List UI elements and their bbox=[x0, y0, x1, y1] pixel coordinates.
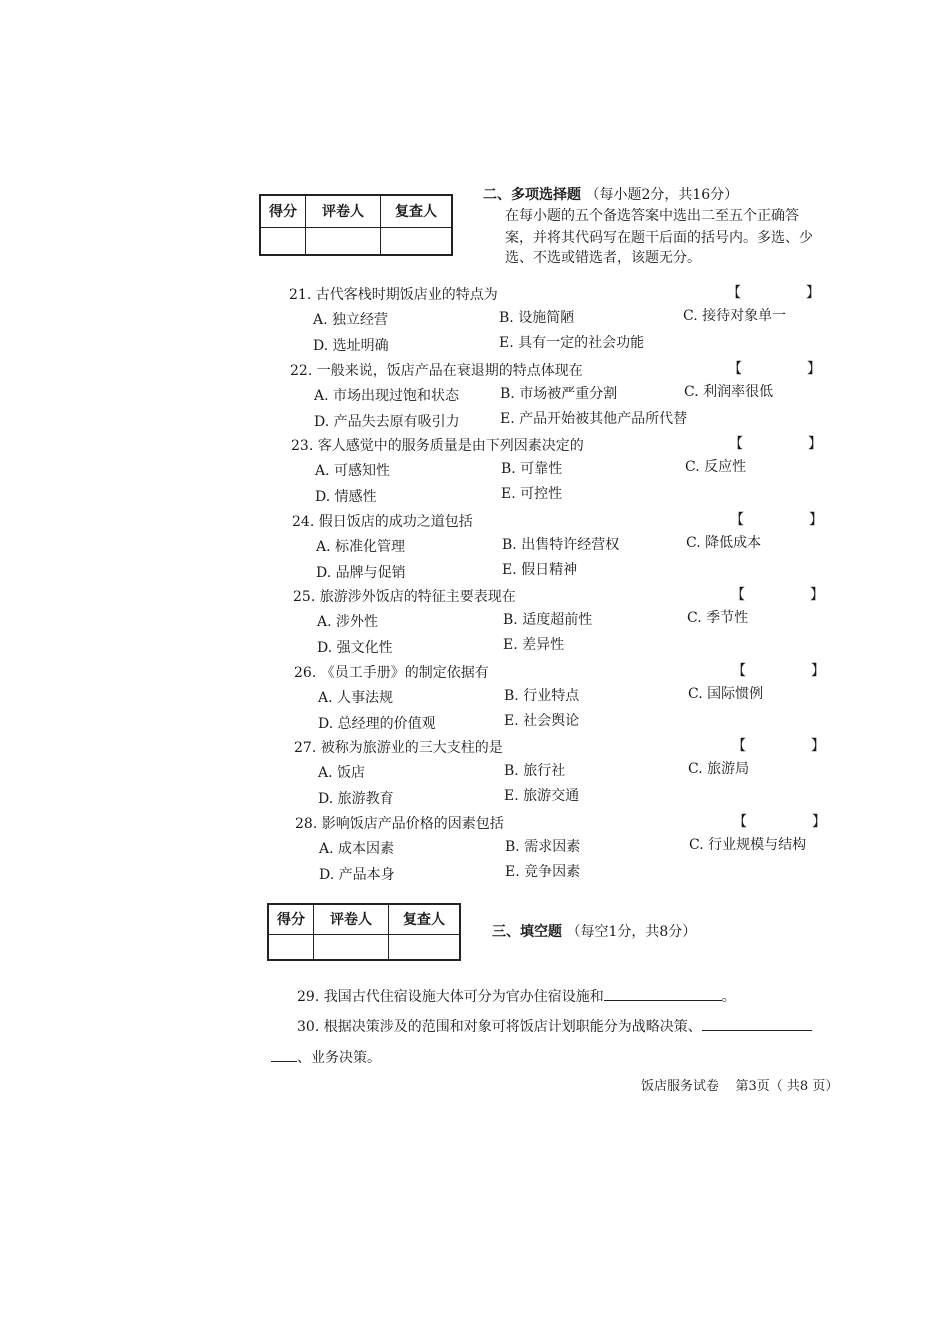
answer-bracket-close[interactable]: 】 bbox=[812, 814, 826, 830]
answer-bracket-close[interactable]: 】 bbox=[811, 663, 825, 679]
option-c: C. 降低成本 bbox=[686, 535, 762, 551]
option-e: E. 具有一定的社会功能 bbox=[499, 335, 645, 351]
grader-label: 评卷人 bbox=[306, 195, 381, 227]
option-b: B. 市场被严重分割 bbox=[500, 386, 618, 402]
page-footer: 饭店服务试卷 第3页（ 共8 页） bbox=[641, 1079, 839, 1094]
option-c: C. 旅游局 bbox=[688, 761, 750, 777]
answer-bracket-open[interactable]: 【 bbox=[732, 663, 746, 679]
answer-blank-29[interactable] bbox=[604, 986, 722, 1001]
grader-label: 评卷人 bbox=[314, 904, 389, 934]
question-30 bbox=[297, 1016, 812, 1036]
section2-instruction-3: 选、不选或错选者，该题无分。 bbox=[505, 250, 701, 266]
grader-cell[interactable] bbox=[314, 934, 389, 960]
option-b: B. 需求因素 bbox=[505, 839, 581, 855]
score-label: 得分 bbox=[260, 195, 306, 227]
option-c: C. 行业规模与结构 bbox=[689, 837, 807, 853]
option-c: C. 利润率很低 bbox=[684, 384, 774, 400]
answer-bracket-open[interactable]: 【 bbox=[730, 512, 744, 528]
option-a: A. 可感知性 bbox=[315, 463, 391, 479]
option-e: E. 假日精神 bbox=[502, 562, 578, 578]
option-a: A. 人事法规 bbox=[318, 690, 394, 706]
option-b: B. 适度超前性 bbox=[503, 612, 593, 628]
option-b: B. 设施简陋 bbox=[499, 310, 575, 326]
option-e: E. 竞争因素 bbox=[505, 864, 581, 880]
answer-blank-30a[interactable] bbox=[702, 1016, 812, 1031]
option-c: C. 国际惯例 bbox=[688, 686, 764, 702]
option-b: B. 行业特点 bbox=[504, 688, 580, 704]
answer-bracket-close[interactable]: 】 bbox=[810, 587, 824, 603]
option-a: A. 饭店 bbox=[318, 765, 366, 781]
option-a: A. 标准化管理 bbox=[316, 539, 406, 555]
option-b: B. 出售特许经营权 bbox=[502, 537, 620, 553]
option-a: A. 独立经营 bbox=[313, 312, 389, 328]
section3-title: 三、填空题 bbox=[492, 924, 562, 940]
section3-header bbox=[492, 923, 696, 941]
question-30-end: 、业务决策。 bbox=[297, 1050, 381, 1066]
reviewer-cell[interactable] bbox=[389, 934, 461, 960]
option-c: C. 季节性 bbox=[687, 610, 749, 626]
question-29-end: 。 bbox=[721, 989, 736, 1005]
answer-bracket-close[interactable]: 】 bbox=[808, 436, 822, 452]
answer-bracket-open[interactable]: 【 bbox=[729, 436, 743, 452]
answer-bracket-open[interactable]: 【 bbox=[727, 285, 741, 301]
section2-title: 二、多项选择题 bbox=[483, 187, 581, 203]
option-b: B. 可靠性 bbox=[501, 461, 563, 477]
question-stem: 28. 影响饭店产品价格的因素包括 bbox=[295, 816, 504, 832]
question-stem: 25. 旅游涉外饭店的特征主要表现在 bbox=[293, 589, 516, 605]
answer-bracket-close[interactable]: 】 bbox=[811, 738, 825, 754]
option-d: D. 旅游教育 bbox=[318, 791, 394, 807]
question-29 bbox=[297, 986, 736, 1006]
section2-note: （每小题2分，共16分） bbox=[585, 187, 739, 203]
answer-bracket-open[interactable]: 【 bbox=[728, 361, 742, 377]
option-d: D. 选址明确 bbox=[313, 338, 389, 354]
question-stem: 24. 假日饭店的成功之道包括 bbox=[292, 514, 473, 530]
reviewer-label: 复查人 bbox=[389, 904, 461, 934]
question-stem: 27. 被称为旅游业的三大支柱的是 bbox=[294, 740, 503, 756]
option-d: D. 产品失去原有吸引力 bbox=[314, 414, 460, 430]
option-a: A. 成本因素 bbox=[319, 841, 395, 857]
option-e: E. 差异性 bbox=[503, 637, 565, 653]
score-cell[interactable] bbox=[260, 227, 306, 255]
section2-header bbox=[483, 186, 738, 204]
answer-blank-30b[interactable] bbox=[271, 1047, 297, 1062]
option-c: C. 反应性 bbox=[685, 459, 747, 475]
answer-bracket-open[interactable]: 【 bbox=[731, 587, 745, 603]
grader-cell[interactable] bbox=[306, 227, 381, 255]
question-stem: 22. 一般来说，饭店产品在衰退期的特点体现在 bbox=[290, 363, 583, 379]
option-d: D. 品牌与促销 bbox=[316, 565, 406, 581]
option-a: A. 涉外性 bbox=[317, 614, 379, 630]
option-e: E. 可控性 bbox=[501, 486, 563, 502]
answer-bracket-close[interactable]: 】 bbox=[806, 285, 820, 301]
option-d: D. 强文化性 bbox=[317, 640, 393, 656]
reviewer-cell[interactable] bbox=[381, 227, 453, 255]
option-c: C. 接待对象单一 bbox=[683, 308, 787, 324]
reviewer-label: 复查人 bbox=[381, 195, 453, 227]
option-e: E. 社会舆论 bbox=[504, 713, 580, 729]
answer-bracket-close[interactable]: 】 bbox=[809, 512, 823, 528]
question-30-cont bbox=[271, 1047, 381, 1067]
option-a: A. 市场出现过饱和状态 bbox=[314, 388, 460, 404]
section2-instruction-2: 案，并将其代码写在题干后面的括号内。多选、少 bbox=[505, 230, 813, 246]
question-30-text: 30. 根据决策涉及的范围和对象可将饭店计划职能分为战略决策、 bbox=[297, 1019, 702, 1035]
option-e: E. 旅游交通 bbox=[504, 788, 580, 804]
section3-note: （每空1分，共8分） bbox=[566, 924, 697, 940]
option-d: D. 情感性 bbox=[315, 489, 377, 505]
question-stem: 23. 客人感觉中的服务质量是由下列因素决定的 bbox=[291, 438, 584, 454]
score-cell[interactable] bbox=[268, 934, 314, 960]
answer-bracket-open[interactable]: 【 bbox=[732, 738, 746, 754]
option-d: D. 产品本身 bbox=[319, 867, 395, 883]
option-d: D. 总经理的价值观 bbox=[318, 716, 436, 732]
answer-bracket-open[interactable]: 【 bbox=[733, 814, 747, 830]
option-b: B. 旅行社 bbox=[504, 763, 566, 779]
question-29-text: 29. 我国古代住宿设施大体可分为官办住宿设施和 bbox=[297, 989, 604, 1005]
answer-bracket-close[interactable]: 】 bbox=[807, 361, 821, 377]
score-label: 得分 bbox=[268, 904, 314, 934]
score-table-1 bbox=[259, 194, 453, 256]
section2-instruction-1: 在每小题的五个备选答案中选出二至五个正确答 bbox=[505, 208, 799, 224]
question-stem: 26. 《员工手册》的制定依据有 bbox=[294, 665, 489, 681]
option-e: E. 产品开始被其他产品所代替 bbox=[500, 411, 688, 427]
question-stem: 21. 古代客栈时期饭店业的特点为 bbox=[289, 287, 498, 303]
score-table-2 bbox=[267, 903, 461, 961]
